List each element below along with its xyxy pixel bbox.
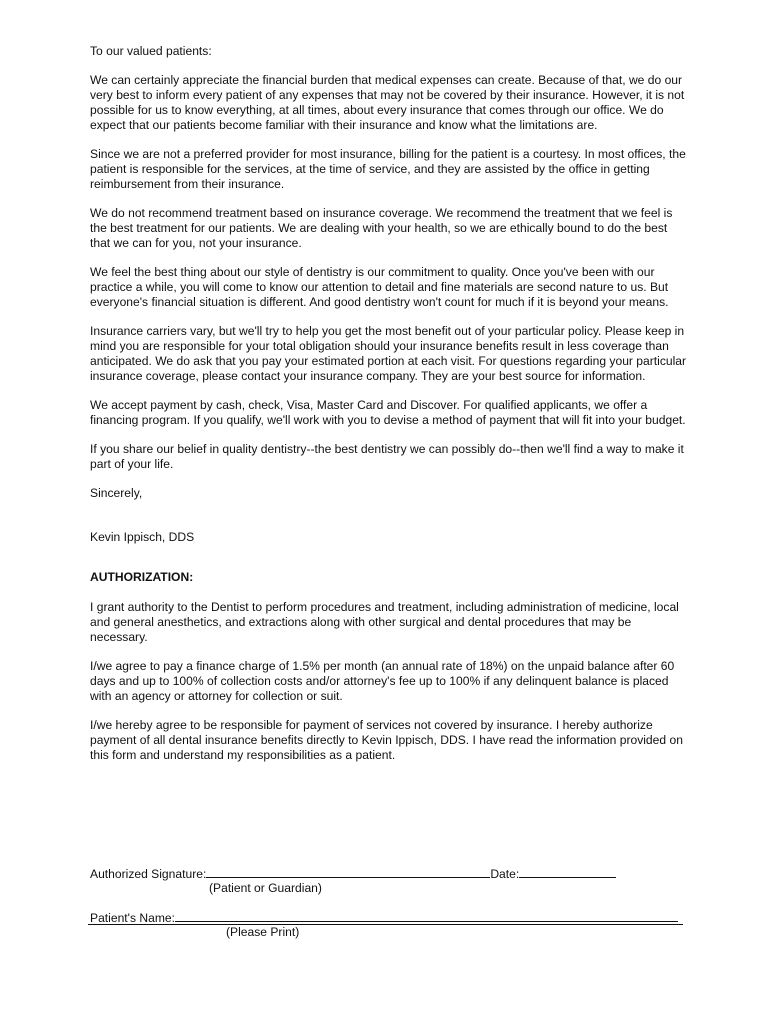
- signature-sublabel-row: [209, 881, 322, 896]
- signature-label: Authorized Signature:: [90, 867, 207, 881]
- date-label: Date:: [490, 867, 520, 881]
- letter-paragraph-1: We can certainly appreciate the financial burden that medical expenses can create. Because of that, we do our very best to inform every patient of any expenses that may not be covered by their insurance. However, it is not possible for us to know everything, at all times, about every insurance that comes through our office. We do expect that our patients become familiar with their insurance and know what the limitations are.: [90, 73, 685, 132]
- patient-name-underline: [88, 924, 683, 925]
- signer-name: Kevin Ippisch, DDS: [90, 530, 195, 544]
- letter-paragraph-7: If you share our belief in quality dentistry--the best dentistry we can possibly do--then we'll find a way to make it part of your life.: [90, 442, 684, 471]
- closing: Sincerely,: [90, 486, 143, 500]
- authorization-paragraph-1: I grant authority to the Dentist to perform procedures and treatment, including administration of medicine, local and general anesthetics, and extractions along with other surgical and dental procedures that may be necessary.: [90, 600, 679, 644]
- letter-paragraph-6: We accept payment by cash, check, Visa, Master Card and Discover. For qualified applicants, we offer a financing program. If you qualify, we'll work with you to devise a method of payment that will fit into your budget.: [90, 398, 686, 427]
- patient-name-sublabel: (Please Print): [226, 925, 300, 939]
- salutation: To our valued patients:: [90, 44, 212, 58]
- signature-row: [90, 866, 690, 882]
- letter-paragraph-2: Since we are not a preferred provider for most insurance, billing for the patient is a courtesy. In most offices, the patient is responsible for the services, at the time of service, and they are assisted by the office in getting reimbursement from their insurance.: [90, 147, 686, 191]
- letter-paragraph-5: Insurance carriers vary, but we'll try to help you get the most benefit out of your particular policy. Please keep in mind you are responsible for your total obligation should your insurance benefits result in less coverage than anticipated. We do ask that you pay your estimated portion at each visit. For questions regarding your particular insurance coverage, please contact your insurance company. They are your best source for information.: [90, 324, 687, 383]
- signature-field[interactable]: [206, 866, 490, 878]
- patient-name-field[interactable]: [175, 910, 678, 922]
- patient-name-label: Patient's Name:: [90, 911, 175, 925]
- letter-paragraph-4: We feel the best thing about our style of dentistry is our commitment to quality. Once you've been with our practice a while, you will come to know our attention to detail and fine materials are second nature to us. But everyone's financial situation is different. And good dentistry won't count for much if it is beyond your means.: [90, 265, 669, 309]
- signature-sublabel: (Patient or Guardian): [209, 881, 322, 895]
- signature-line: [90, 866, 690, 882]
- letter-paragraph-3: We do not recommend treatment based on insurance coverage. We recommend the treatment that we feel is the best treatment for our patients. We are dealing with your health, so we are ethically bound to do the best that we can for you, not your insurance.: [90, 206, 673, 250]
- patient-letter: [90, 44, 690, 777]
- authorization-paragraph-2: I/we agree to pay a finance charge of 1.5% per month (an annual rate of 18%) on the unpaid balance after 60 days and up to 100% of collection costs and/or attorney's fee up to 100% if any delinquent balance is placed with an agency or attorney for collection or suit.: [90, 659, 675, 703]
- date-field[interactable]: [519, 866, 616, 878]
- authorization-heading: AUTHORIZATION:: [90, 570, 194, 584]
- authorization-paragraph-3: I/we hereby agree to be responsible for payment of services not covered by insurance. I hereby authorize payment of all dental insurance benefits directly to Kevin Ippisch, DDS. I have read the information provided on this form and understand my responsibilities as a patient.: [90, 718, 683, 762]
- patient-name-sublabel-row: [226, 925, 299, 940]
